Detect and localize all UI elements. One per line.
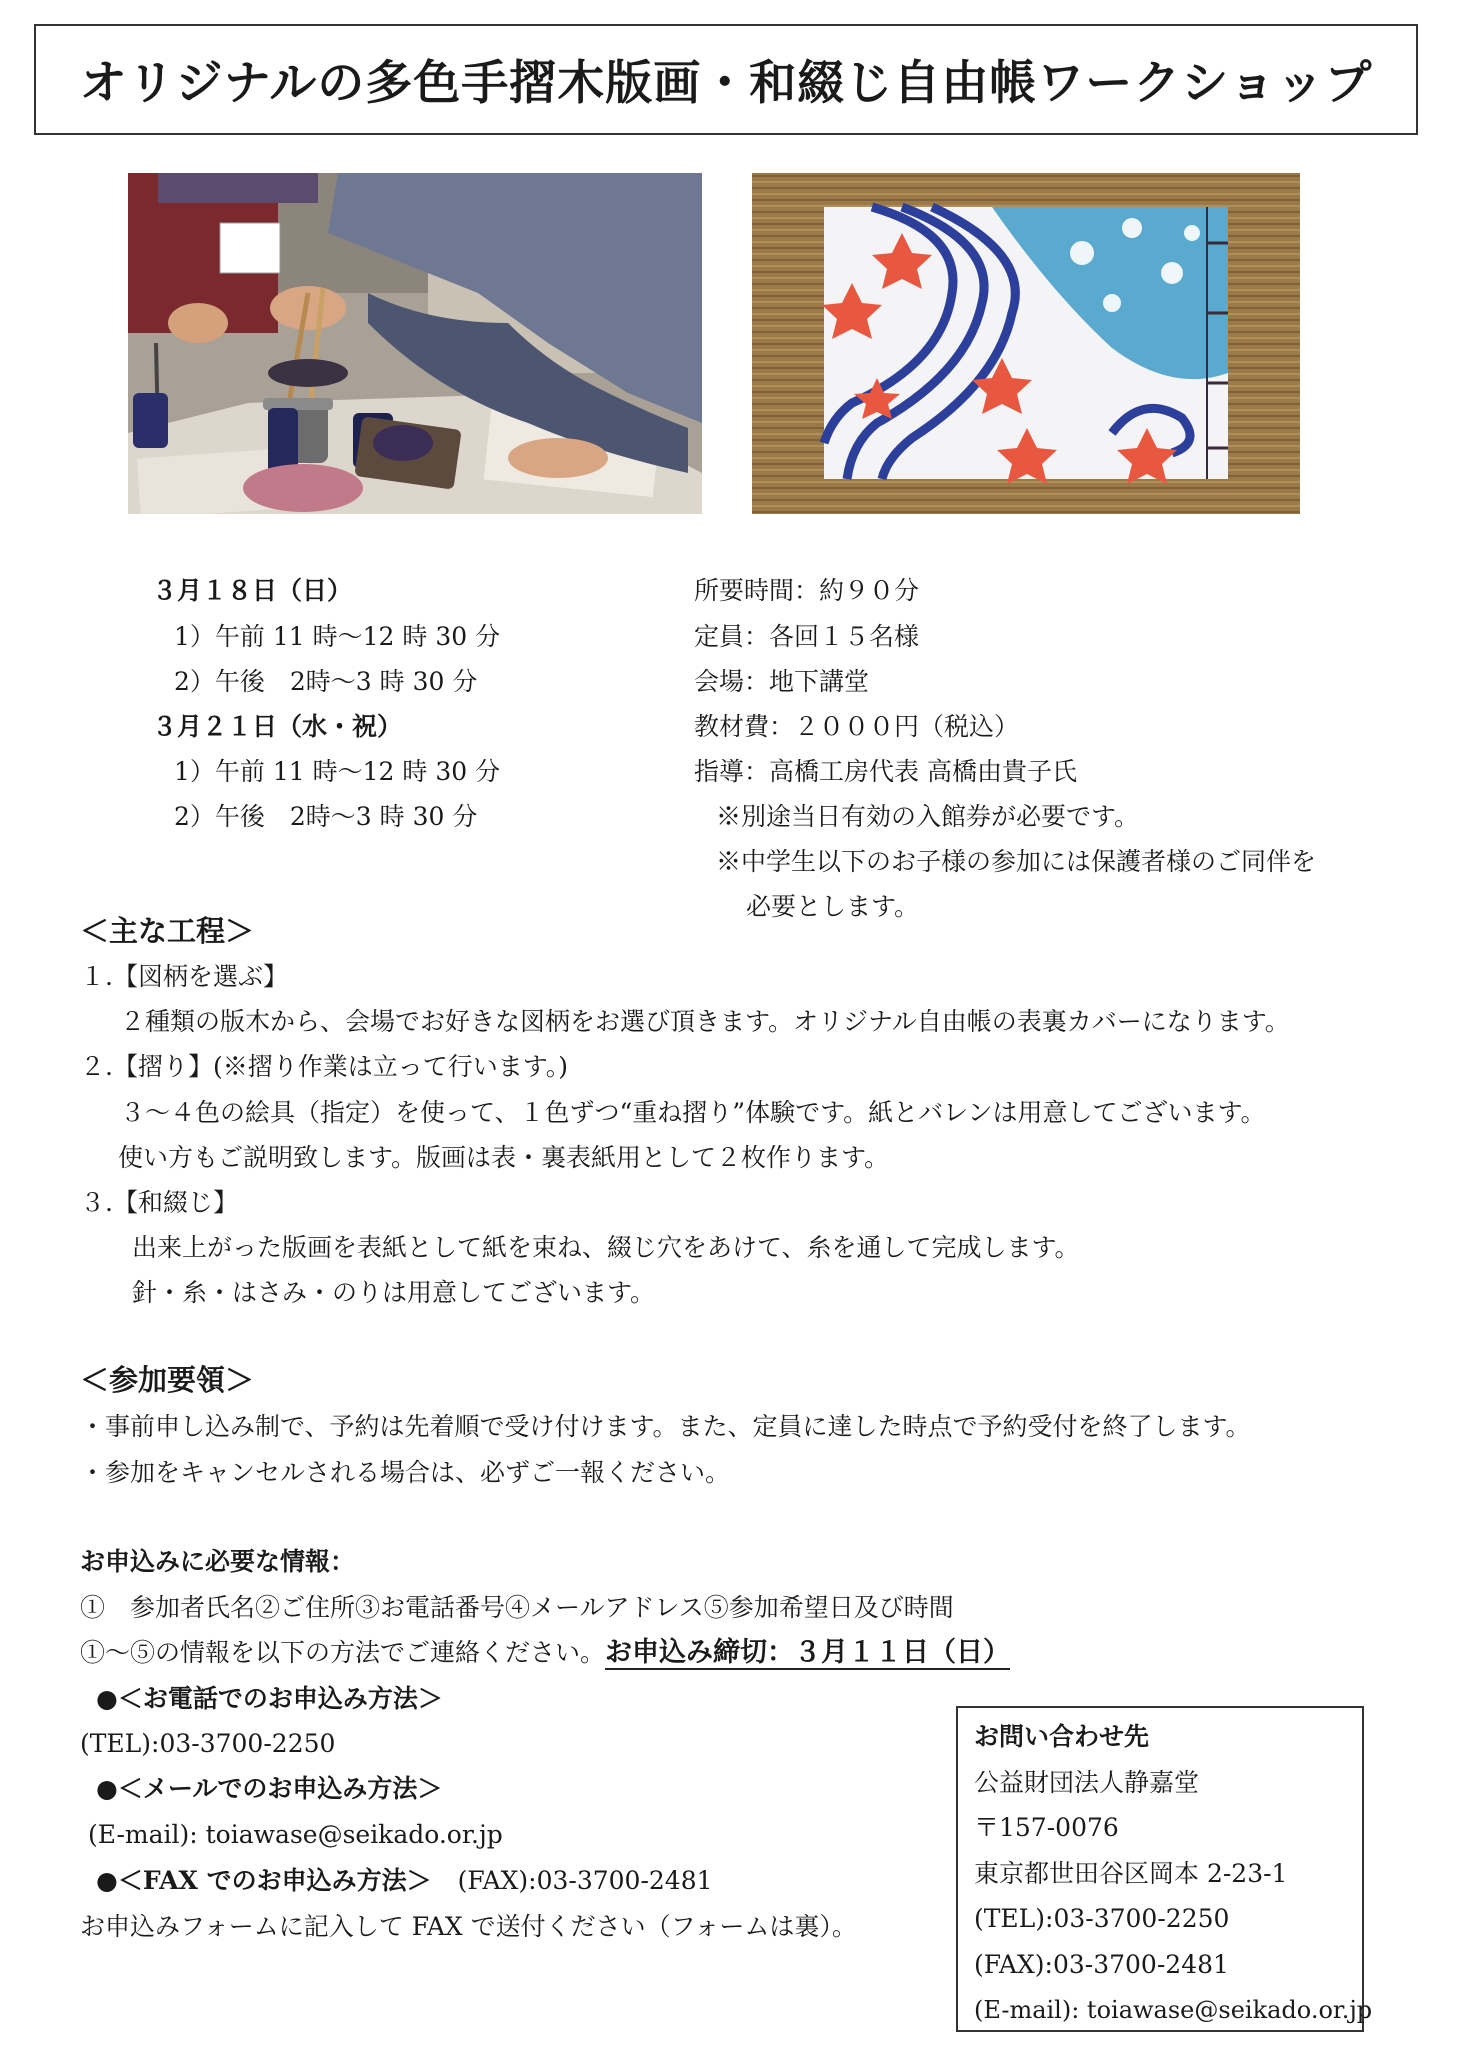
- participation-heading: ＜参加要領＞: [80, 1363, 255, 1397]
- process-step1-title: １.【図柄を選ぶ】: [80, 962, 288, 991]
- contact-fax: (FAX):03-3700-2481: [974, 1950, 1229, 1979]
- process-step2-text2: 使い方もご説明致します。版画は表・裏表紙用として２枚作ります。: [118, 1143, 890, 1172]
- application-heading: お申込みに必要な情報：: [80, 1547, 356, 1576]
- process-step3-text1: 出来上がった版画を表紙として紙を束ね、綴じ穴をあけて、糸を通して完成します。: [132, 1233, 1080, 1262]
- application-instructions-text: ①～⑤の情報を以下の方法でご連絡ください。: [80, 1638, 606, 1667]
- detail-note-children: ※中学生以下のお子様の参加には保護者様のご同伴を: [716, 847, 1317, 876]
- mail-address[interactable]: (E-mail): toiawase@seikado.or.jp: [88, 1820, 503, 1849]
- contact-box: [956, 1706, 1373, 2032]
- application-required-info: ① 参加者氏名②ご住所③お電話番号④メールアドレス⑤参加希望日及び時間: [80, 1593, 954, 1622]
- detail-venue: 会場：地下講堂: [694, 667, 870, 696]
- contact-address: 東京都世田谷区岡本 2-23-1: [974, 1859, 1288, 1888]
- detail-fee: 教材費：２０００円（税込）: [694, 712, 1020, 741]
- notebook-photo: [752, 173, 1300, 514]
- page-title: オリジナルの多色手摺木版画・和綴じ自由帳ワークショップ: [79, 56, 1373, 111]
- process-step2-title: ２.【摺り】(※摺り作業は立って行います。): [80, 1052, 568, 1081]
- contact-tel: (TEL):03-3700-2250: [974, 1904, 1230, 1933]
- process-step3-text2: 針・糸・はさみ・のりは用意してございます。: [132, 1278, 656, 1307]
- schedule-day1: ３月１８日（日）: [152, 576, 353, 605]
- application-deadline: お申込み締切：３月１１日（日）: [605, 1637, 1011, 1668]
- detail-note-children-cont: 必要とします。: [746, 892, 920, 921]
- contact-postal-code: 〒157-0076: [974, 1813, 1119, 1842]
- process-step2-text1: ３～４色の絵具（指定）を使って、１色ずつ“重ね摺り”体験です。紙とバレンは用意してございます。: [120, 1098, 1266, 1127]
- fax-method: [96, 1864, 713, 1898]
- fax-note: お申込みフォームに記入して FAX で送付ください（フォームは裏）。: [80, 1912, 857, 1941]
- workshop-photo: [128, 173, 702, 514]
- title-box: [34, 24, 1418, 135]
- schedule-day1-session1: 1）午前 11 時～12 時 30 分: [174, 622, 501, 651]
- schedule-day2-session2: 2）午後 2時～3 時 30 分: [174, 802, 478, 831]
- process-step1-text: ２種類の版木から、会場でお好きな図柄をお選び頂きます。オリジナル自由帳の表裏カバーになります。: [120, 1007, 1290, 1036]
- schedule-day1-session2: 2）午後 2時～3 時 30 分: [174, 667, 478, 696]
- contact-heading: お問い合わせ先: [974, 1722, 1150, 1751]
- application-instructions: [80, 1636, 1010, 1670]
- schedule-day2: ３月２１日（水・祝）: [152, 712, 403, 741]
- participation-line2: ・参加をキャンセルされる場合は、必ずご一報ください。: [80, 1458, 731, 1487]
- mail-method-heading: ●＜メールでのお申込み方法＞: [96, 1774, 443, 1803]
- workshop-illustration: [128, 173, 702, 514]
- contact-organization: 公益財団法人静嘉堂: [974, 1768, 1200, 1797]
- participation-line1: ・事前申し込み制で、予約は先着順で受け付けます。また、定員に達した時点で予約受付を終了します。: [80, 1412, 1251, 1441]
- contact-email[interactable]: (E-mail): toiawase@seikado.or.jp: [974, 1996, 1373, 2024]
- phone-number: (TEL):03-3700-2250: [80, 1729, 336, 1758]
- schedule-day2-session1: 1）午前 11 時～12 時 30 分: [174, 757, 501, 786]
- detail-capacity: 定員：各回１５名様: [694, 622, 920, 651]
- process-step3-title: ３.【和綴じ】: [80, 1188, 238, 1217]
- detail-duration: 所要時間：約９０分: [694, 576, 920, 605]
- phone-method-heading: ●＜お電話でのお申込み方法＞: [96, 1684, 443, 1713]
- detail-instructor: 指導：高橋工房代表 高橋由貴子氏: [694, 757, 1077, 786]
- detail-note-ticket: ※別途当日有効の入館券が必要です。: [716, 802, 1140, 831]
- notebook-illustration: [752, 173, 1300, 514]
- fax-number: (FAX):03-3700-2481: [457, 1866, 713, 1895]
- fax-method-heading: ●＜FAX でのお申込み方法＞: [96, 1866, 432, 1895]
- process-heading: ＜主な工程＞: [80, 914, 255, 948]
